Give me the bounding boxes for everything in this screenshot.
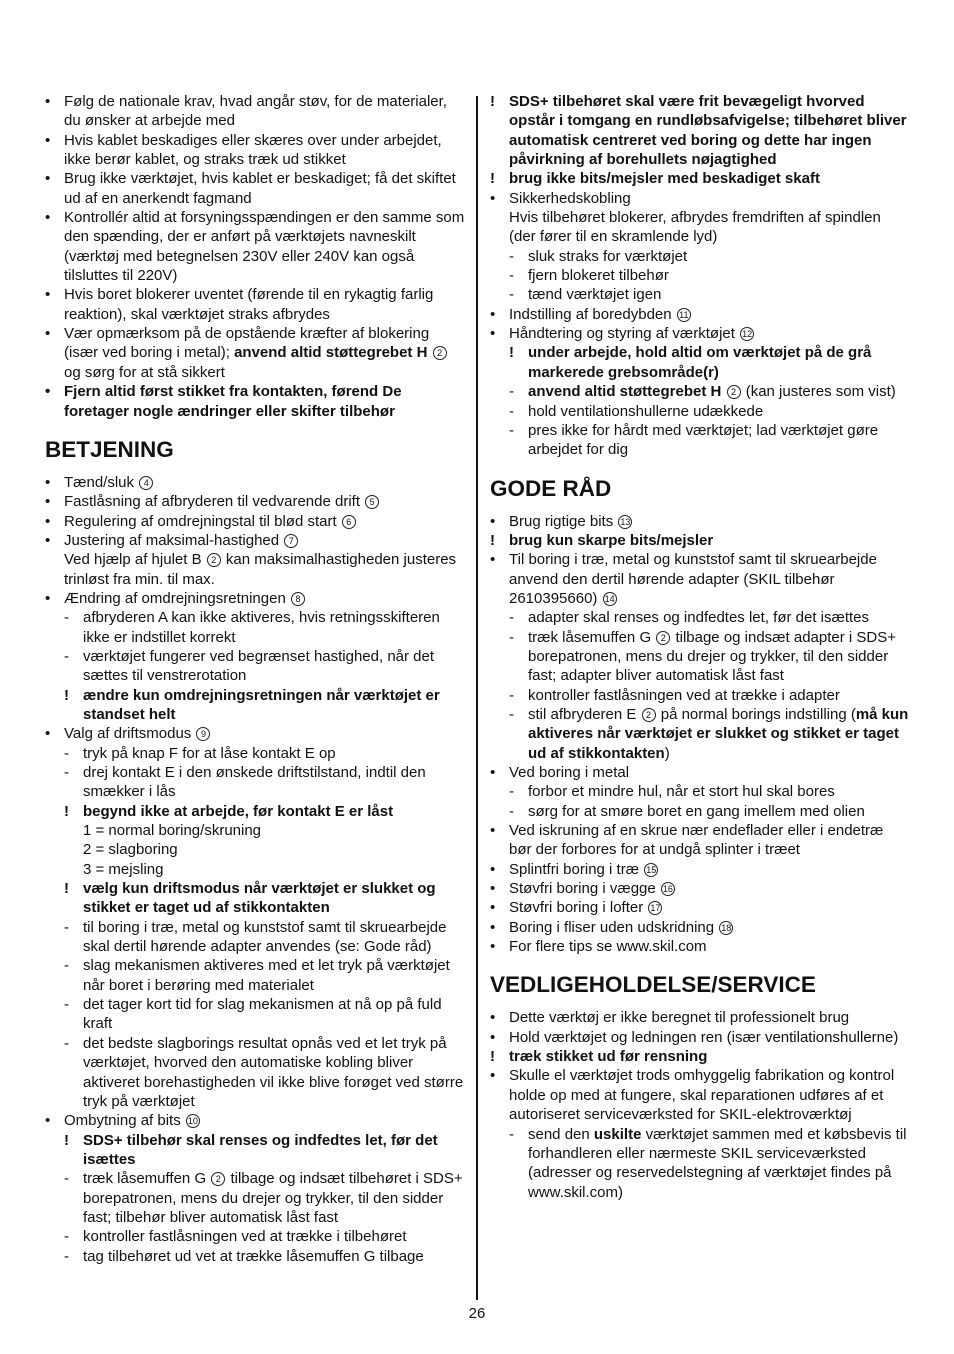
warning-item: ! SDS+ tilbehøret skal være frit bevægeligt hvorved opstår i tomgang en rundløbsafvigelse; tilbehøret bliver automatisk centreret ved boring og dette har ingen påvirkning af borehullets nøjagtighed xyxy=(490,93,907,169)
ref-number-icon: 8 xyxy=(291,592,305,606)
list-item: • Ved boring i metal xyxy=(490,764,630,781)
warning-icon: ! xyxy=(64,880,69,898)
warning-icon: ! xyxy=(64,686,69,704)
list-item: • Indstilling af boredybden 11 xyxy=(490,305,910,324)
sub-item: - anvend altid støttegrebet H 2 (kan justeres som vist) xyxy=(509,383,896,401)
list-item: • For flere tips se www.skil.com xyxy=(490,938,707,956)
ref-number-icon: 15 xyxy=(646,864,657,875)
sub-item: - tryk på knap F for at låse kontakt E op xyxy=(64,744,336,762)
warning-icon: ! xyxy=(509,344,514,362)
list-item: • Hvis boret blokerer uventet (førende til en rykagtig farlig reaktion), skal værktøjet straks afbrydes xyxy=(45,286,434,323)
sub-item: - stil afbryderen E 2 på normal borings indstilling (må kun aktiveres når værktøjet er slukket og stikket er taget ud af stikkontakten) xyxy=(509,705,909,762)
warning-icon: ! xyxy=(490,93,495,110)
list-item: • Ombytning af bits 10 xyxy=(45,1112,198,1130)
sub-item: - adapter skal renses og indfedtes let, før det isættes xyxy=(509,609,870,627)
sub-item: - værktøjet fungerer ved begrænset hastighed, når det sættes til venstrerotation xyxy=(64,647,435,685)
warning-item: ! vælg kun driftsmodus når værktøjet er slukket og stikket er taget ud af stikkontakten xyxy=(64,880,436,917)
sub-item: - det bedste slagborings resultat opnås ved et let tryk på værktøjet, hvorved den automatiske kobling bliver aktiveret borehastigheden vil ikke blive forøget ved større tryk på værktøjet xyxy=(64,1034,464,1110)
ref-number-icon: 2 xyxy=(211,1172,225,1186)
sub-item: - træk låsemuffen G 2 tilbage og indsæt tilbehøret i SDS+ borepatronen, mens du drejer og trykker, til den sidder fast; tilbehør bliver automatisk låst fast xyxy=(64,1170,463,1226)
list-item: • Justering af maksimal-hastighed 7 Ved hjælp af hjulet B 2 kan maksimalhastigheden justeres trinløst fra min. til max. xyxy=(45,531,457,588)
ref-number-icon: 2 xyxy=(727,385,741,399)
ref-number-icon: 7 xyxy=(284,534,298,548)
section-heading-gode-raad: GODE RÅD xyxy=(490,475,612,501)
list-item: • Boring i fliser uden udskridning 18 xyxy=(490,918,732,936)
list-item: • Vær opmærksom på de opstående kræfter af blokering (især ved boring i metal); anvend altid støttegrebet H 2 og sørg for at stå sikkert xyxy=(45,324,465,382)
ref-number-icon: 9 xyxy=(196,727,210,741)
warning-item: ! begynd ikke at arbejde, før kontakt E er låst 1 = normal boring/skruning 2 = slagboring 3 = mejsling xyxy=(64,802,394,878)
sub-item: - forbor et mindre hul, når et stort hul skal bores xyxy=(509,783,835,801)
ref-number-icon: 2 xyxy=(656,631,670,645)
warning-icon: ! xyxy=(64,1131,69,1149)
list-item: • Brug rigtige bits 13 xyxy=(490,512,631,530)
sub-item: - fjern blokeret tilbehør xyxy=(509,267,669,285)
sub-item: - til boring i træ, metal og kunststof samt til skruearbejde skal dertil hørende adapter anvendes (se: Gode råd) xyxy=(64,918,447,956)
ref-number-icon: 2 xyxy=(433,346,447,360)
sub-item: - tag tilbehøret ud vet at trække låsemuffen G tilbage xyxy=(64,1247,424,1265)
ref-number-icon: 17 xyxy=(650,903,661,914)
list-item: • Tænd/sluk 4 xyxy=(45,473,465,492)
list-item: • Hvis kablet beskadiges eller skæres over under arbejdet, ikke berør kablet, og straks træk ud stikket xyxy=(45,131,442,169)
list-item: • Skulle el værktøjet trods omhyggelig fabrikation og kontrol holde op med at fungere, skal reparationen udføres af et autoriseret serviceværksted for SKIL-elektroværktøj xyxy=(490,1067,895,1124)
column-divider xyxy=(476,96,478,1300)
ref-number-icon: 10 xyxy=(187,1116,198,1127)
list-item: • Regulering af omdrejningstal til blød start 6 xyxy=(45,512,465,531)
sub-item: - træk låsemuffen G 2 tilbage og indsæt adapter i SDS+ borepatronen, mens du drejer og trykker, til den sidder fast; adapter bliver automatisk låst fast xyxy=(509,628,897,685)
list-item: • Splintfri boring i træ 15 xyxy=(490,860,657,878)
sub-item: - kontroller fastlåsningen ved at trække i tilbehøret xyxy=(64,1228,407,1246)
sub-item: - kontroller fastlåsningen ved at trække i adapter xyxy=(509,686,840,704)
list-item: • Ændring af omdrejningsretningen 8 xyxy=(45,589,465,608)
list-item: • Dette værktøj er ikke beregnet til professionelt brug xyxy=(490,1009,850,1027)
warning-item: ! træk stikket ud før rensning xyxy=(490,1048,708,1066)
ref-number-icon: 6 xyxy=(342,515,356,529)
ref-number-icon: 2 xyxy=(207,553,221,567)
warning-icon: ! xyxy=(490,170,495,188)
ref-number-icon: 18 xyxy=(721,922,732,933)
warning-icon: ! xyxy=(490,531,495,549)
warning-icon: ! xyxy=(64,802,69,820)
sub-item: - tænd værktøjet igen xyxy=(509,286,662,304)
ref-number-icon: 11 xyxy=(677,308,691,322)
list-item: • Brug ikke værktøjet, hvis kablet er beskadiget; få det skiftet ud af en anerkendt fagmand xyxy=(45,170,456,207)
list-item: • Til boring i træ, metal og kunststof samt til skruearbejde anvend den dertil hørende adapter (SKIL tilbehør 2610395660) 14 xyxy=(490,551,877,607)
ref-number-icon: 16 xyxy=(662,884,673,895)
list-item: • Følg de nationale krav, hvad angår støv, for de materialer, du ønsker at arbejde med xyxy=(45,93,447,130)
warning-item: ! brug kun skarpe bits/mejsler xyxy=(490,531,714,549)
sub-item: - send den uskilte værktøjet sammen med et købsbevis til forhandleren eller nærmeste SKIL serviceværksted (adresser og reservedelstegning af værktøjet findes på www.skil.com) xyxy=(509,1125,907,1201)
ref-number-icon: 12 xyxy=(742,329,753,340)
list-item: • Støvfri boring i vægge 16 xyxy=(490,880,673,898)
section-heading-betjening: BETJENING xyxy=(45,436,174,462)
list-item: • Kontrollér altid at forsyningsspændingen er den samme som den spænding, der er anført på værktøjets navneskilt (værktøj med betegnelsen 230V eller 240V kan også tilsluttes til 220V) xyxy=(45,209,465,285)
left-column xyxy=(45,92,465,1266)
list-item: • Hold værktøjet og ledningen ren (især ventilationshullerne) xyxy=(490,1028,899,1046)
ref-number-icon: 14 xyxy=(604,593,615,604)
ref-number-icon: 13 xyxy=(620,516,631,527)
list-item: • Valg af driftsmodus 9 xyxy=(45,724,465,743)
list-item: • Ved iskruning af en skrue nær endeflader eller i endetræ bør der forbores for at undgå splinter i træet xyxy=(490,822,884,859)
warning-item: ! SDS+ tilbehør skal renses og indfedtes let, før det isættes xyxy=(64,1131,438,1168)
list-item: • Støvfri boring i lofter 17 xyxy=(490,899,661,917)
list-item: • Fastlåsning af afbryderen til vedvarende drift 5 xyxy=(45,492,465,511)
section-heading-vedligeholdelse: VEDLIGEHOLDELSE/SERVICE xyxy=(490,972,816,998)
right-column xyxy=(490,92,910,1202)
sub-item: - slag mekanismen aktiveres med et let tryk på værktøjet når boret i berøring med materialet xyxy=(64,957,450,994)
ref-number-icon: 5 xyxy=(365,495,379,509)
sub-item: - pres ikke for hårdt med værktøjet; lad værktøjet gøre arbejdet for dig xyxy=(509,421,879,459)
ref-number-icon: 2 xyxy=(642,708,656,722)
sub-item: - afbryderen A kan ikke aktiveres, hvis retningsskifteren ikke er indstillet korrekt xyxy=(64,609,440,646)
list-item: • Fjern altid først stikket fra kontakten, førend De foretager nogle ændringer eller skifter tilbehør xyxy=(45,383,402,420)
warning-icon: ! xyxy=(490,1048,495,1066)
list-item: • Håndtering og styring af værktøjet 12 xyxy=(490,325,753,343)
list-item: • Sikkerhedskobling Hvis tilbehøret blokerer, afbrydes fremdriften af spindlen (der fører til en skramlende lyd) xyxy=(490,189,881,246)
sub-item: - sluk straks for værktøjet xyxy=(509,247,688,265)
sub-item: - hold ventilationshullerne udækkede xyxy=(509,402,764,420)
sub-item: - drej kontakt E i den ønskede driftstilstand, indtil den smækker i lås xyxy=(64,764,426,801)
sub-item: - det tager kort tid for slag mekanismen at nå op på fuld kraft xyxy=(64,996,442,1033)
ref-number-icon: 4 xyxy=(139,476,153,490)
warning-item: ! brug ikke bits/mejsler med beskadiget skaft xyxy=(490,170,820,188)
sub-item: - sørg for at smøre boret en gang imellem med olien xyxy=(509,802,865,820)
page-number: 26 xyxy=(468,1305,486,1322)
warning-item: ! under arbejde, hold altid om værktøjet på de grå markerede grebsområde(r) xyxy=(509,344,872,381)
warning-item: ! ændre kun omdrejningsretningen når værktøjet er standset helt xyxy=(64,686,440,723)
